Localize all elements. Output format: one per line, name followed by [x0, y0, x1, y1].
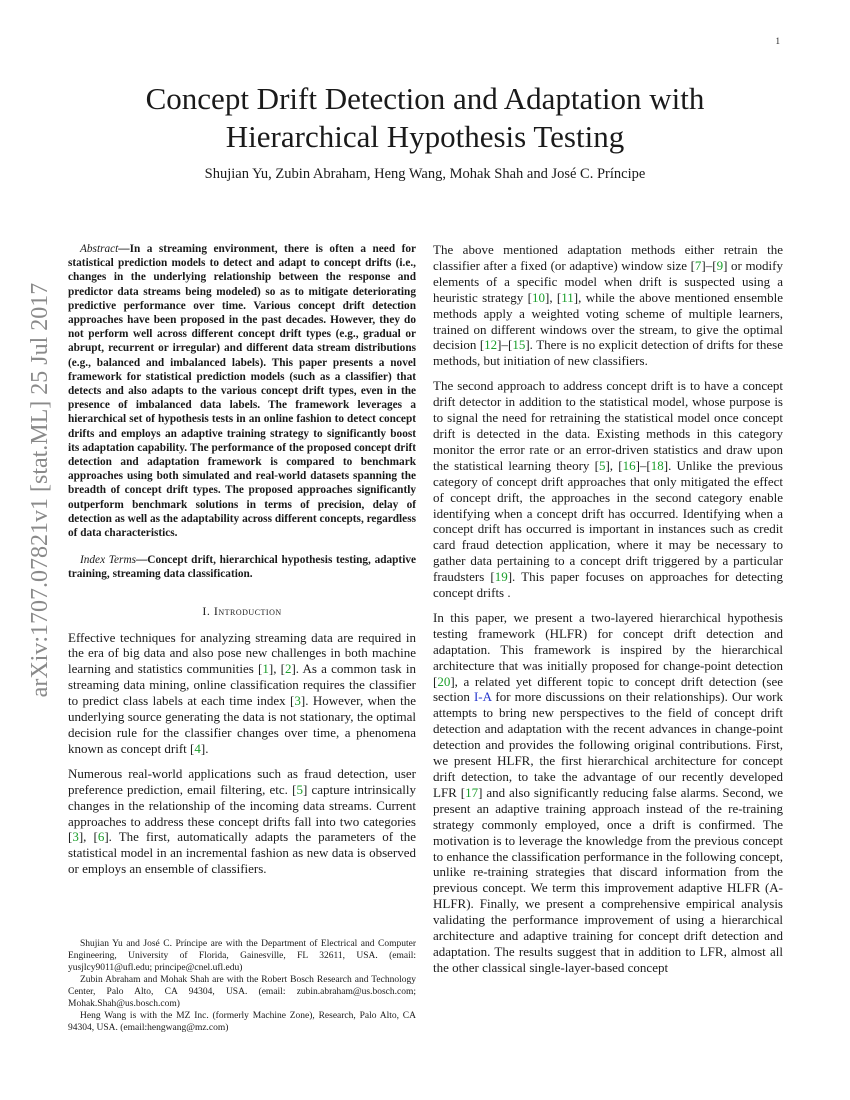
right-paragraph-3: In this paper, we present a two-layered hierarchical hypothesis testing framework (HLFR) for concept drift detection and adaptation. This framework is inspired by the hierarchical architecture that was initially proposed for change-point detection [20], a related yet different topic to concept drift detection (see section I-A for more discussions on their relationships). Our work attempts to bring new perspectives to the field of concept drift detection and adaptation with the recent advances in change-point detection and provides the following original contributions. First, we present HLFR, the first hierarchical architecture for concept drift detection, to take the advantage of our recently developed LFR [17] and also significantly reducing false alarms. Second, we present an adaptive training approach instead of the re-training strategy commonly employed, once a drift is confirmed. The motivation is to leverage the knowledge from the previous concept to enhance the classification performance in the following concept, unlike re-training strategies that discard information from the previous concept. We term this improvement adaptive HLFR (A-HLFR). Finally, we present a comprehensive empirical analysis validating the performance improvement of using a hierarchical architecture and adaptive training for concept drift detection and adaptation. The results suggest that in addition to LFR, almost all the other classical single-layer-based concept [433, 609, 783, 975]
citation-link[interactable]: 1 [262, 661, 269, 677]
index-terms-lead: Index Terms [80, 554, 136, 567]
right-column [433, 242, 783, 985]
right-paragraph-2: The second approach to address concept drift is to have a concept drift detector in addition to the statistical model, whose purpose is to signal the need for retraining the statistical model once concept drift is detected in the data. Existing methods in this category monitor the error rate or an error-driven statistics and draw upon the statistical learning theory [5], [16]–[18]. Unlike the previous category of concept drift approaches that only mitigated the effect of concept drift, the approaches in the second category enable identifying when a concept drift has occurred. Identifying when a concept drift has occurred is important in instances such as credit card fraud detection application, where it may be necessary to gather data pertaining to a concept drift triggered by a particular fraudsters [19]. This paper focuses on approaches for detecting concept drifts . [433, 378, 783, 601]
citation-link[interactable]: 7 [694, 257, 702, 273]
abstract [68, 242, 416, 540]
intro-paragraph-2: Numerous real-world applications such as fraud detection, user preference prediction, email filtering, etc. [5] capture intrinsically changes in the relationship of the incoming data streams. Current approaches to address these concept drifts fall into two categories [3], [6]. The first, automatically adapts the parameters of the statistical model in an incremental fashion as new data is observed or employs an ensemble of classifiers. [68, 765, 416, 877]
citation-link[interactable]: 5 [598, 457, 606, 473]
citation-link[interactable]: 3 [294, 693, 301, 709]
citation-link[interactable]: 5 [296, 781, 303, 797]
citation-link[interactable]: 2 [284, 661, 292, 677]
index-terms-text: —Concept drift, hierarchical hypothesis testing, adaptive training, streaming data classification. [68, 554, 416, 581]
citation-link[interactable]: 20 [437, 673, 451, 689]
citation-link[interactable]: 12 [484, 337, 498, 353]
page-number: 1 [775, 36, 780, 46]
section-heading-introduction [68, 604, 416, 620]
footnote-affiliation-2: Zubin Abraham and Mohak Shah are with the Robert Bosch Research and Technology Center, Palo Alto, CA 94304, USA. (email: zubin.abraham@us.bosch.com; Mohak.Shah@us.bosch.com) [68, 975, 416, 1009]
citation-link[interactable]: 6 [97, 829, 105, 845]
intro-paragraph-1: Effective techniques for analyzing streaming data are required in the era of big data and also pose new challenges in both machine learning and statistics communities [1], [2]. As a common task in streaming data mining, online classification requires the classifier to predict class labels at each time index [3]. However, when the underlying source generating the data is not stationary, the optimal decision rule for the classifier changes over time, a phenomena known as concept drift [4]. [68, 629, 416, 756]
abstract-text: —In a streaming environment, there is often a need for statistical prediction models to detect and adapt to concept drifts (i.e., changes in the underlying relationship between the response and predictor data streams being modeled) so as to mitigate deteriorating predictive performance over time. Various concept drift detection approaches have been proposed in the past decades. However, they do not perform well across different concept drift types (e.g., gradual or abrupt, recurrent or irregular) and different data stream distributions (e.g., balanced and imbalanced labels). This paper presents a novel framework for statistical prediction models (such as a classifier) that detects and also adapts to the various concept drift types, even in the presence of imbalanced data labels. The framework leverages a hierarchical set of hypothesis tests in an online fashion to detect concept drifts and employs an adaptive training strategy to significantly boost its adaptation capability. The performance of the proposed concept drift detection and adaptation framework is compared to benchmark approaches using both simulated and real-world datasets spanning the breadth of concept drift types. The proposed approaches significantly outperform benchmark solutions in terms of precision, delay of detection as well as the adaptability across different concepts, regardless of data characteristics. [68, 243, 416, 540]
citation-link[interactable]: 17 [465, 784, 479, 800]
title-line-1: Concept Drift Detection and Adaptation with [145, 81, 705, 116]
right-paragraph-1: The above mentioned adaptation methods either retrain the classifier after a fixed (or adaptive) window size [7]–[9] or modify elements of a specific model when drift is suspected using a heuristic strategy [10], [11], while the above mentioned ensemble methods apply a weighted voting scheme of multiple learners, trained on different windows over the stream, to give the optimal decision [12]–[15]. There is no explicit detection of drifts for these methods, but initiation of new classifiers. [433, 242, 783, 369]
footnote-affiliation-1: Shujian Yu and José C. Príncipe are with the Department of Electrical and Computer Engineering, University of Florida, Gainesville, FL 32611, USA. (email: yusjlcy9011@ufl.edu; principe@cnel.ufl.edu) [68, 939, 416, 973]
citation-link[interactable]: 11 [561, 289, 574, 305]
citation-link[interactable]: 4 [194, 740, 201, 756]
abstract-lead: Abstract [80, 243, 119, 255]
section-number: I. [202, 603, 214, 618]
citation-link[interactable]: 19 [494, 569, 508, 585]
index-terms [68, 553, 416, 581]
citation-link[interactable]: 16 [622, 457, 636, 473]
arxiv-identifier-stamp: arXiv:1707.07821v1 [stat.ML] 25 Jul 2017 [27, 282, 53, 698]
citation-link[interactable]: 3 [72, 829, 79, 845]
footnote-affiliation-3: Heng Wang is with the MZ Inc. (formerly Machine Zone), Research, Palo Alto, CA 94304, USA. (email:hengwang@mz.com) [68, 1011, 416, 1033]
section-title: Introduction [213, 603, 282, 618]
footnotes [68, 938, 416, 1034]
citation-link[interactable]: 9 [716, 257, 724, 273]
citation-link[interactable]: 18 [650, 457, 664, 473]
citation-link[interactable]: 10 [531, 289, 545, 305]
paper-title [75, 80, 775, 156]
author-list: Shujian Yu, Zubin Abraham, Heng Wang, Mohak Shah and José C. Príncipe [204, 166, 646, 182]
title-line-2: Hierarchical Hypothesis Testing [225, 119, 625, 154]
left-column [68, 242, 416, 886]
citation-link[interactable]: 15 [512, 337, 526, 353]
section-cross-reference-link[interactable]: I-A [473, 689, 492, 705]
